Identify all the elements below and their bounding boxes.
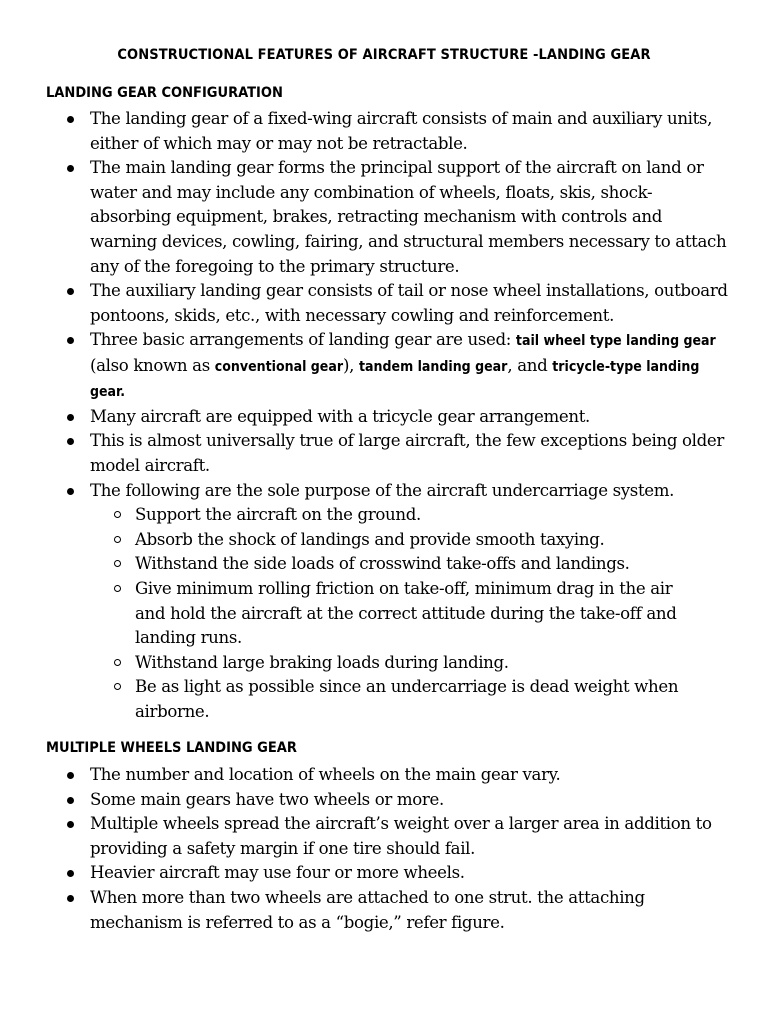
term-tricycle-gear: tricycle-type landing gear xyxy=(90,358,700,401)
list-item xyxy=(0,156,730,279)
list-item-text: This is almost universally true of large aircraft, the few exceptions being older model aircraft. xyxy=(90,431,724,476)
list-item-text: Many aircraft are equipped with a tricycle gear arrangement. xyxy=(90,406,590,426)
circle-bullet-icon xyxy=(114,511,121,518)
list-item-text: The landing gear of a fixed-wing aircraft consists of main and auxiliary units, either of which may or may not be retractable. xyxy=(90,109,713,153)
bullet-icon xyxy=(67,337,74,344)
bullet-icon xyxy=(67,414,74,421)
list-item xyxy=(0,763,730,788)
term-conventional-gear: conventional gear xyxy=(214,358,344,375)
list-item xyxy=(0,405,730,430)
circle-bullet-icon xyxy=(114,683,121,690)
list-item xyxy=(0,107,730,156)
list-item xyxy=(0,429,730,478)
sub-list-item-text: Withstand large braking loads during landing. xyxy=(135,652,509,672)
bullet-list-multiple-wheels xyxy=(0,763,768,935)
list-item-text: . xyxy=(120,384,126,401)
sub-list-purposes xyxy=(90,503,730,724)
list-item-text: Heavier aircraft may use four or more wheels. xyxy=(90,863,465,883)
list-item-text: ), xyxy=(343,355,360,375)
list-item-text: Multiple wheels spread the aircraft’s weight over a larger area in addition to providing a safety margin if one tire should fail. xyxy=(90,814,712,858)
sub-list-item xyxy=(90,651,705,676)
sub-list-item-text: Give minimum rolling friction on take-off, minimum drag in the air and hold the aircraft at the correct attitude during the take-off and landing runs. xyxy=(135,579,677,648)
bullet-list-configuration xyxy=(0,107,768,725)
bullet-icon xyxy=(67,895,74,902)
sub-list-item xyxy=(90,552,705,577)
bullet-icon xyxy=(67,870,74,877)
list-item-text: , and xyxy=(507,355,553,375)
list-item xyxy=(0,479,730,725)
bullet-icon xyxy=(67,488,74,495)
document-title: CONSTRUCTIONAL FEATURES OF AIRCRAFT STRUCTURE -LANDING GEAR xyxy=(117,47,651,63)
list-item-text: The main landing gear forms the principal support of the aircraft on land or water and may include any combination of wheels, floats, skis, shock-absorbing equipment, brakes, retracting mechanism with controls and warning devices, cowling, fairing, and structural members necessary to attach any of the foregoing to the primary structure. xyxy=(90,158,727,276)
circle-bullet-icon xyxy=(114,536,121,543)
list-item xyxy=(0,861,730,886)
sub-list-item-text: Withstand the side loads of crosswind take-offs and landings. xyxy=(135,554,630,574)
list-item-text: Some main gears have two wheels or more. xyxy=(90,789,444,809)
circle-bullet-icon xyxy=(114,560,121,567)
circle-bullet-icon xyxy=(114,659,121,666)
list-item-text: The auxiliary landing gear consists of tail or nose wheel installations, outboard pontoons, skids, etc., with necessary cowling and reinforcement. xyxy=(90,281,728,325)
list-item-text: (also known as xyxy=(90,355,215,375)
sub-list-item-text: Be as light as possible since an undercarriage is dead weight when airborne. xyxy=(135,677,679,721)
term-tandem-gear: tandem landing gear xyxy=(359,358,508,375)
section-heading-multiple-wheels-landing-gear: MULTIPLE WHEELS LANDING GEAR xyxy=(46,740,297,756)
sub-list-item xyxy=(90,675,705,724)
bullet-icon xyxy=(67,772,74,779)
sub-list-item-text: Support the aircraft on the ground. xyxy=(135,505,421,525)
section-heading-landing-gear-configuration: LANDING GEAR CONFIGURATION xyxy=(46,85,283,101)
list-item-text: The number and location of wheels on the main gear vary. xyxy=(90,765,561,784)
bullet-icon xyxy=(67,288,74,295)
list-item-text: The following are the sole purpose of the aircraft undercarriage system. xyxy=(90,480,675,500)
sub-list-item xyxy=(90,577,705,651)
list-item-text: Three basic arrangements of landing gear are used: xyxy=(90,330,516,350)
sub-list-item xyxy=(90,528,705,553)
term-tail-wheel-gear: tail wheel type landing gear xyxy=(515,333,716,350)
list-item xyxy=(0,279,730,328)
bullet-icon xyxy=(67,116,74,123)
bullet-icon xyxy=(67,797,74,804)
bullet-icon xyxy=(67,438,74,445)
circle-bullet-icon xyxy=(114,585,121,592)
list-item xyxy=(0,788,730,813)
list-item xyxy=(0,886,730,935)
sub-list-item xyxy=(90,503,705,528)
list-item xyxy=(0,328,730,405)
bullet-icon xyxy=(67,165,74,172)
bullet-icon xyxy=(67,821,74,828)
list-item-text: When more than two wheels are attached to one strut. the attaching mechanism is referred to as a “bogie,” refer figure. xyxy=(90,887,645,932)
sub-list-item-text: Absorb the shock of landings and provide smooth taxying. xyxy=(135,529,605,549)
list-item xyxy=(0,812,730,861)
